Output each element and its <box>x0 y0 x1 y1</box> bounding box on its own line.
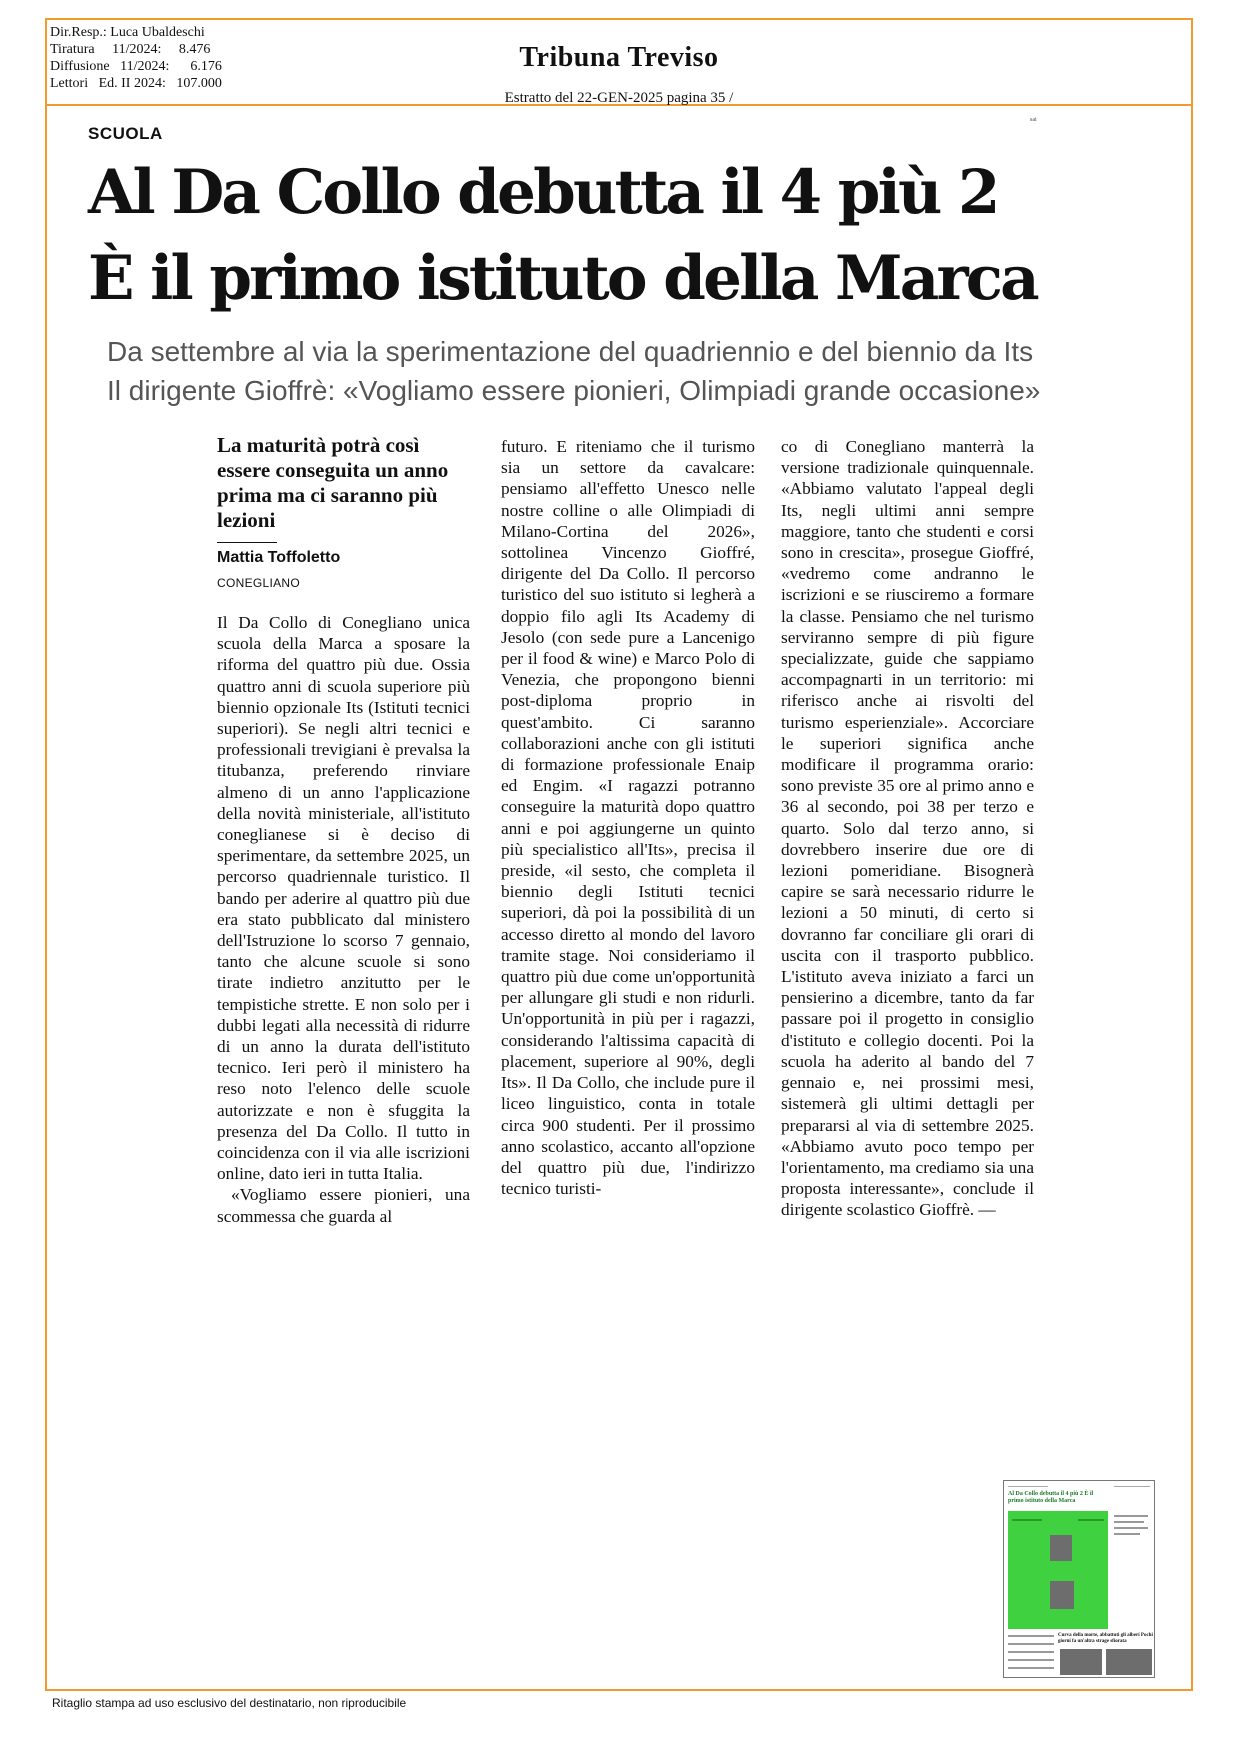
body-paragraph: «Vogliamo essere pionieri, una scommessa che guarda al <box>217 1185 470 1226</box>
thumb-bar <box>1114 1515 1148 1517</box>
meta-line: Dir.Resp.: Luca Ubaldeschi <box>50 25 205 40</box>
subheadline <box>107 332 1187 410</box>
thumb-photo <box>1106 1649 1152 1675</box>
thumb-side-column <box>1112 1511 1152 1629</box>
meta-line: Diffusione 11/2024: 6.176 <box>50 59 222 74</box>
corner-mark: sai <box>1030 117 1037 123</box>
thumb-headline: Al Da Collo debutta il 4 più 2 È il primo istituto della Marca <box>1008 1491 1094 1504</box>
thumb-bar <box>1078 1519 1104 1521</box>
body-paragraph: co di Conegliano manterrà la versione tradizionale quinquennale. «Abbiamo valutato l'appeal degli Its, negli ultimi anni sempre maggiore, tanto che studenti e corsi sono in crescita», prosegue Gioffré, «vedremo come andranno le iscrizioni e se riusciremo a formare la classe. Pensiamo che nel turismo serviranno sempre di più figure specializzate, guide che sappiamo accompagnarti in un territorio: mi riferisco anche ai risvolti del turismo esperienziale». Accorciare le superiori significa anche modificare il programma orario: sono previste 35 ore al primo anno e 36 al secondo, poi 38 per terzo e quarto. Solo dal terzo anno, si dovrebbero inserire due ore di lezioni pomeridiane. Bisognerà capire se sarà necessario ridurre le lezioni a 50 minuti, di certo si dovranno far conciliare gli orari di uscita con il trasporto pubblico. L'istituto aveva iniziato a farci un pensierino a dicembre, tanto da far passare poi il progetto in consiglio d'istituto e collegio docenti. Poi la scuola ha aderito al bando del 7 gennaio e, nei prossimi mesi, sistemerà gli ultimi dettagli per prepararsi al via di settembre 2025. «Abbiamo avuto poco tempo per l'orientamento, ma crediamo sia una proposta interessante», conclude il dirigente scolastico Gioffrè. — <box>781 437 1034 1220</box>
thumb-second-headline: Curva della morte, abbattuti gli alberi Pochi giorni fa un'altra strage sfiorata <box>1058 1633 1153 1644</box>
masthead-meta <box>50 24 222 92</box>
author-byline: Mattia Toffoletto <box>217 549 341 566</box>
thumb-photo <box>1060 1649 1102 1675</box>
thumb-bar <box>1008 1651 1054 1653</box>
thumb-rule <box>1008 1486 1048 1487</box>
headline-line: Al Da Collo debutta il 4 più 2 <box>88 157 998 228</box>
page-thumbnail <box>1003 1480 1155 1678</box>
article-column-2 <box>501 436 755 1199</box>
subhead-line: Il dirigente Gioffrè: «Vogliamo essere pionieri, Olimpiadi grande occasione» <box>107 375 1041 406</box>
thumb-bar <box>1008 1643 1054 1645</box>
article-column-3 <box>781 436 1034 1221</box>
summary-divider <box>217 542 277 543</box>
body-paragraph: Il Da Collo di Conegliano unica scuola della Marca a sposare la riforma del quattro più due. Ossia quattro anni di scuola superiore più biennio opzionale Its (Istituti tecnici superiori). Se negli altri tecnici e professionali trevigiani è prevalsa la titubanza, preferendo rinviare almeno di un anno l'applicazione della novità ministeriale, all'istituto coneglianese si è deciso di sperimentare, da settembre 2025, un percorso quadriennale turistico. Il bando per aderire al quattro più due era stato pubblicato dal ministero dell'Istruzione lo scorso 7 gennaio, tanto che alcune scuole si sono tirate indietro anzitutto per le tempistiche strette. E non solo per i dubbi legati alla necessità di ridurre di un anno la durata dell'istituto tecnico. Ieri però il ministero ha reso noto l'elenco delle scuole autorizzate e non è sfuggita la presenza del Da Collo. Il tutto in coincidenza con il via alle iscrizioni online, dato ieri in tutta Italia. <box>217 613 470 1184</box>
thumb-rule <box>1114 1486 1150 1487</box>
thumb-photo <box>1050 1581 1074 1609</box>
headline <box>88 150 1168 322</box>
thumb-green-block <box>1008 1511 1108 1629</box>
subhead-line: Da settembre al via la sperimentazione del quadriennio e del biennio da Its <box>107 336 1034 367</box>
thumb-bar <box>1008 1667 1054 1669</box>
thumb-bar <box>1008 1659 1054 1661</box>
body-paragraph: futuro. E riteniamo che il turismo sia un settore da cavalcare: pensiamo all'effetto Unesco nelle nostre colline o alle Olimpiadi di Milano-Cortina del 2026», sottolinea Vincenzo Gioffré, dirigente del Da Collo. Il percorso turistico del suo istituto si legherà a doppio filo agli Its Academy di Jesolo (con sede pure a Lancenigo per il food & wine) e Marco Polo di Venezia, che propongono bienni post-diploma proprio in quest'ambito. Ci saranno collaborazioni anche con gli istituti di formazione professionale Enaip ed Engim. «I ragazzi potranno conseguire la maturità dopo quattro anni e poi aggiungerne un quinto più specialistico all'Its», precisa il preside, «il sesto, che completa il biennio degli Istituti tecnici superiori, dà poi la possibilità di un accesso diretto al mondo del lavoro tramite stage. Noi consideriamo il quattro più due come un'opportunità per allungare gli studi e non ridurli. Un'opportunità in più per i ragazzi, considerando l'altissima capacità di placement, superiore al 90%, degli Its». Il Da Collo, che include pure il liceo linguistico, conta in totale circa 900 studenti. Per il prossimo anno scolastico, accanto all'opzione del quattro più due, l'indirizzo tecnico turisti- <box>501 437 755 1199</box>
footer-disclaimer: Ritaglio stampa ad uso esclusivo del destinatario, non riproducibile <box>52 1696 407 1710</box>
summary-box: La maturità potrà così essere conseguita un anno prima ma ci saranno più lezioni <box>217 433 449 532</box>
article-column-1 <box>217 612 470 1227</box>
thumb-bar <box>1114 1533 1140 1535</box>
meta-line: Tiratura 11/2024: 8.476 <box>50 42 211 57</box>
thumb-bar <box>1114 1521 1144 1523</box>
headline-line: È il primo istituto della Marca <box>88 243 1037 314</box>
thumb-bar <box>1114 1527 1148 1529</box>
publication-name: Tribuna Treviso <box>519 42 719 73</box>
extract-info: Estratto del 22-GEN-2025 pagina 35 / <box>504 90 734 106</box>
dateline-location: CONEGLIANO <box>217 576 301 590</box>
meta-line: Lettori Ed. II 2024: 107.000 <box>50 76 222 91</box>
thumb-photo <box>1050 1535 1072 1561</box>
thumb-bar <box>1012 1519 1042 1521</box>
section-kicker: SCUOLA <box>88 124 163 143</box>
thumb-bar <box>1008 1635 1054 1637</box>
